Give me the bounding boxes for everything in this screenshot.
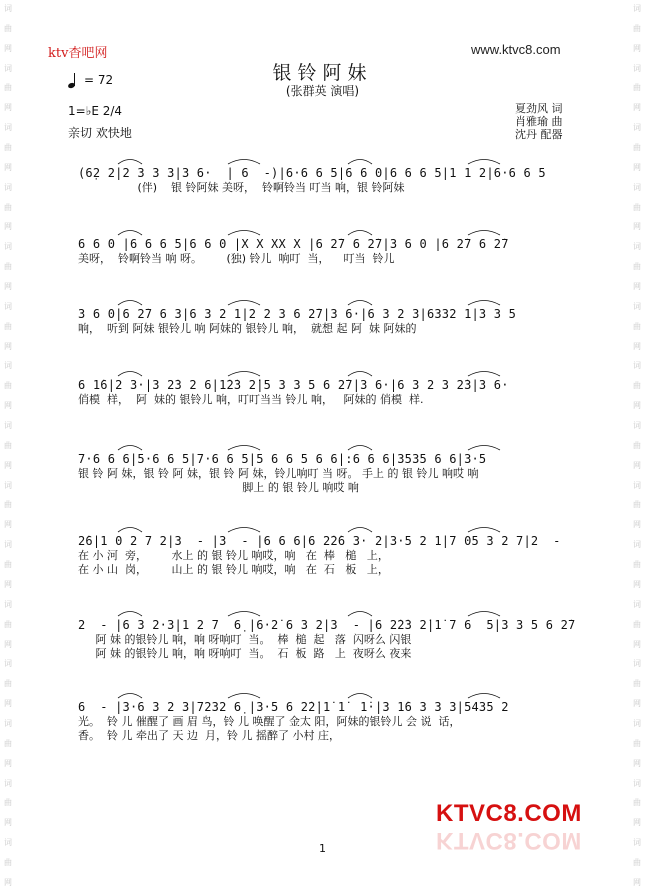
notation-line: 6 - |3·6 3 2 3|7232 6̣ |3·5 6 2̇2̇|1̇ 1̇ 1̇·|3 1̇6 3 3 3|5435 2: [78, 700, 509, 714]
credits: [515, 102, 563, 141]
song-subtitle: (张群英 演唱): [285, 84, 360, 98]
side-mark-glyph: 词: [4, 421, 12, 431]
slur-arc: [228, 446, 260, 451]
notation-line: 6 6 0 |6 6 6 5|6 6 0 |X X XX X |6 2̇7 6 2̇7|3 6 0 |6 2̇7 6 2̇7: [78, 237, 509, 251]
side-mark-glyph: 词: [4, 361, 12, 371]
side-mark-glyph: 网: [633, 43, 641, 53]
side-mark-glyph: 曲: [633, 440, 641, 450]
lyric-line: 银 铃 阿 妹，银 铃 阿 妹，银 铃 阿 妹，铃儿响叮 当 呀。 手上 的 银 铃儿 响哎 响: [78, 467, 479, 480]
notation-line: 6 1̇6|2 3·|3 2̇3 2 6|1̇2̇3 2̇|5 3 3 5 6 2̇7|3 6·|6 3 2 3 2̇3|3 6·: [78, 378, 509, 392]
slur-arc: [468, 372, 500, 377]
side-mark-glyph: 词: [633, 540, 641, 550]
tempo-marking: [68, 72, 113, 88]
side-mark-glyph: 曲: [633, 143, 641, 153]
slur-arc: [348, 446, 372, 451]
slur-arc: [118, 160, 142, 165]
side-mark-glyph: 曲: [4, 857, 12, 867]
lyric-line: 香。 铃 儿 牵出了 天 边 月，铃 儿 摇醉了 小村 庄，: [78, 729, 340, 742]
side-mark-glyph: 曲: [633, 798, 641, 808]
lyric-line: 俏模 样， 阿 妹的 银铃儿 响，叮叮当当 铃儿 响， 阿妹的 俏模 样.: [78, 393, 424, 406]
side-mark-glyph: 曲: [4, 738, 12, 748]
score-row: [78, 451, 570, 495]
side-mark-glyph: 曲: [633, 23, 641, 33]
side-mark-glyph: 曲: [633, 381, 641, 391]
side-mark-glyph: 词: [4, 659, 12, 669]
side-mark-glyph: 词: [4, 242, 12, 252]
side-mark-glyph: 曲: [4, 83, 12, 93]
score-row: [78, 533, 570, 577]
side-mark-glyph: 曲: [4, 23, 12, 33]
slur-arc: [348, 528, 372, 533]
side-mark-glyph: 曲: [4, 619, 12, 629]
side-mark-glyph: 网: [633, 162, 641, 172]
slur-marks: [78, 226, 570, 236]
slur-arc: [118, 231, 142, 236]
side-mark-glyph: 网: [633, 579, 641, 589]
lyric-line: 美呀， 铃啊铃当 响 呀。 (独) 铃儿 响叮 当， 叮当 铃儿: [78, 252, 395, 265]
side-mark-glyph: 词: [633, 361, 641, 371]
side-mark-glyph: 网: [4, 758, 12, 768]
side-mark-glyph: 词: [4, 301, 12, 311]
lyric-line: 阿 妹 的银铃儿 响，响 呀响叮 当。 石 板 路 上 夜呀么 夜来: [78, 647, 412, 660]
arranger: 沈丹 配器: [515, 128, 563, 141]
side-mark-glyph: 曲: [633, 857, 641, 867]
side-mark-glyph: 词: [4, 718, 12, 728]
side-mark-glyph: 词: [4, 540, 12, 550]
side-mark-glyph: 词: [633, 123, 641, 133]
side-mark-glyph: 词: [4, 778, 12, 788]
side-mark-glyph: 曲: [4, 500, 12, 510]
slur-marks: [78, 607, 570, 617]
score-row: [78, 699, 570, 743]
slur-arc: [228, 160, 260, 165]
slur-marks: [78, 155, 570, 165]
page-number: 1: [319, 842, 326, 855]
slur-marks: [78, 441, 570, 451]
side-mark-glyph: 词: [4, 182, 12, 192]
side-mark-glyph: 词: [4, 123, 12, 133]
score-row: [78, 617, 576, 661]
score-row: [78, 236, 570, 266]
slur-arc: [228, 528, 260, 533]
side-mark-glyph: 曲: [4, 560, 12, 570]
slur-arc: [228, 301, 260, 306]
side-mark-glyph: 曲: [4, 262, 12, 272]
side-mark-glyph: 曲: [633, 321, 641, 331]
score-row: [78, 165, 570, 195]
side-mark-glyph: 词: [4, 838, 12, 848]
side-watermark-left: [1, 0, 15, 891]
slur-marks: [78, 523, 570, 533]
side-mark-glyph: 词: [4, 4, 12, 13]
lyric-line: 阿 妹 的银铃儿 响，响 呀响叮 当。 棒 槌 起 落 闪呀么 闪银: [78, 633, 412, 646]
side-mark-glyph: 网: [4, 103, 12, 113]
side-mark-glyph: 曲: [4, 202, 12, 212]
side-mark-glyph: 网: [633, 460, 641, 470]
side-mark-glyph: 词: [4, 480, 12, 490]
side-mark-glyph: 网: [4, 460, 12, 470]
lyric-line: (伴) 银 铃阿妹 美呀， 铃啊铃当 叮当 响，银 铃阿妹: [78, 181, 405, 194]
side-mark-glyph: 词: [633, 63, 641, 73]
side-mark-glyph: 曲: [633, 738, 641, 748]
side-mark-glyph: 网: [4, 639, 12, 649]
slur-arc: [468, 301, 500, 306]
notation-line: (6̣2 2|2 3 3 3|3 6· | 6 -)|6·6 6 5|6 6 0|6 6 6 5|1 1 2|6·6 6 5: [78, 166, 546, 180]
slur-marks: [78, 367, 570, 377]
site-url[interactable]: www.ktvc8.com: [471, 42, 561, 57]
key-signature: 1=♭E 2/4: [68, 104, 123, 118]
lyric-line: 在 小 山 岗， 山上 的 银 铃儿 响哎，响 在 石 板 上，: [78, 563, 389, 576]
site-watermark-left: ktv杳吧网: [48, 46, 108, 61]
notation-line: 2 - |6 3 2·3|1 2 7 6̣ |6·2̇ 6 3 2|3 - |6 2̇2̇3 2̇|1̇ 7 6 5|3 3 5 6 2̇7: [78, 618, 576, 632]
site-logo-reflection: KTVC8.COM: [436, 827, 582, 854]
side-mark-glyph: 曲: [4, 798, 12, 808]
side-mark-glyph: 词: [633, 242, 641, 252]
slur-marks: [78, 689, 570, 699]
side-mark-glyph: 词: [633, 659, 641, 669]
notation-line: 3 6 0|6 2̇7 6 3|6 3 2 1|2 2 3 6 2̇7|3 6·|6 3 2 3|6332 1|3 3 5: [78, 307, 517, 321]
side-mark-glyph: 曲: [633, 619, 641, 629]
slur-marks: [78, 296, 570, 306]
side-mark-glyph: 网: [633, 341, 641, 351]
slur-arc: [118, 694, 142, 699]
side-mark-glyph: 曲: [633, 202, 641, 212]
slur-arc: [118, 612, 142, 617]
slur-arc: [348, 372, 372, 377]
side-mark-glyph: 网: [4, 162, 12, 172]
side-mark-glyph: 曲: [4, 143, 12, 153]
slur-arc: [228, 231, 260, 236]
slur-arc: [118, 372, 142, 377]
lyric-line: 光。 铃 儿 催醒了 画 眉 鸟，铃 儿 唤醒了 金太 阳，阿妹的银铃儿 会 说 话，: [78, 715, 461, 728]
side-mark-glyph: 网: [4, 43, 12, 53]
slur-arc: [468, 528, 500, 533]
slur-arc: [228, 612, 260, 617]
side-mark-glyph: 网: [4, 877, 12, 887]
side-mark-glyph: 曲: [633, 83, 641, 93]
side-mark-glyph: 网: [633, 103, 641, 113]
side-mark-glyph: 网: [633, 758, 641, 768]
lyric-line: 响， 听到 阿妹 银铃儿 响 阿妹的 银铃儿 响， 就想 起 阿 妹 阿妹的: [78, 322, 417, 335]
side-mark-glyph: 词: [633, 421, 641, 431]
score-row: [78, 377, 570, 407]
side-watermark-right: [630, 0, 644, 891]
slur-arc: [118, 446, 142, 451]
slur-arc: [468, 160, 500, 165]
side-mark-glyph: 网: [633, 401, 641, 411]
side-mark-glyph: 曲: [633, 262, 641, 272]
side-mark-glyph: 网: [4, 282, 12, 292]
site-logo: KTVC8.COM: [436, 800, 582, 827]
side-mark-glyph: 网: [633, 222, 641, 232]
slur-arc: [468, 231, 500, 236]
slur-arc: [118, 528, 142, 533]
side-mark-glyph: 曲: [633, 560, 641, 570]
score-row: [78, 306, 570, 336]
expression-marking: 亲切 欢快地: [68, 126, 132, 140]
side-mark-glyph: 网: [4, 520, 12, 530]
slur-arc: [468, 694, 500, 699]
side-mark-glyph: 网: [4, 699, 12, 709]
side-mark-glyph: 网: [633, 520, 641, 530]
side-mark-glyph: 词: [633, 4, 641, 13]
side-mark-glyph: 曲: [4, 440, 12, 450]
slur-arc: [468, 446, 500, 451]
side-mark-glyph: 曲: [4, 679, 12, 689]
side-mark-glyph: 网: [633, 282, 641, 292]
slur-arc: [348, 612, 372, 617]
side-mark-glyph: 曲: [633, 679, 641, 689]
notation-line: 2̇6|1 0 2 7 2|3 - |3 - |6 6 6|6 2̇2̇6 3· 2|3·5 2 1|7 05 3 2 7|2 -: [78, 534, 561, 548]
slur-arc: [468, 612, 500, 617]
side-mark-glyph: 曲: [4, 321, 12, 331]
side-mark-glyph: 网: [633, 818, 641, 828]
slur-arc: [348, 231, 372, 236]
side-mark-glyph: 词: [633, 599, 641, 609]
side-mark-glyph: 网: [4, 341, 12, 351]
composer: 肖雅瑜 曲: [515, 115, 563, 128]
side-mark-glyph: 词: [633, 301, 641, 311]
side-mark-glyph: 网: [633, 877, 641, 887]
side-mark-glyph: 网: [4, 222, 12, 232]
side-mark-glyph: 网: [4, 401, 12, 411]
slur-arc: [118, 301, 142, 306]
slur-arc: [228, 372, 260, 377]
side-mark-glyph: 词: [633, 838, 641, 848]
tempo-value: = 72: [84, 73, 114, 87]
side-mark-glyph: 曲: [633, 500, 641, 510]
lyric-line: 在 小 河 旁， 水上 的 银 铃儿 响哎，响 在 棒 槌 上，: [78, 549, 389, 562]
side-mark-glyph: 词: [633, 182, 641, 192]
lyric-line: 脚上 的 银 铃儿 响哎 响: [78, 481, 359, 494]
side-mark-glyph: 词: [633, 778, 641, 788]
side-mark-glyph: 词: [4, 63, 12, 73]
side-mark-glyph: 曲: [4, 381, 12, 391]
side-mark-glyph: 词: [633, 718, 641, 728]
lyricist: 夏劲风 词: [515, 102, 563, 115]
song-title: 银铃阿妹: [272, 62, 373, 84]
quarter-note-icon: [68, 72, 78, 88]
side-mark-glyph: 网: [4, 818, 12, 828]
side-mark-glyph: 词: [633, 480, 641, 490]
slur-arc: [228, 694, 260, 699]
slur-arc: [348, 301, 372, 306]
notation-line: 7·6 6 6|5·6 6 5|7·6 6 5|5 6 6 5 6 6|:6 6 6|3535 6 6|3·5: [78, 452, 487, 466]
side-mark-glyph: 网: [633, 699, 641, 709]
side-mark-glyph: 网: [633, 639, 641, 649]
side-mark-glyph: 词: [4, 599, 12, 609]
slur-arc: [348, 694, 372, 699]
side-mark-glyph: 网: [4, 579, 12, 589]
slur-arc: [348, 160, 372, 165]
